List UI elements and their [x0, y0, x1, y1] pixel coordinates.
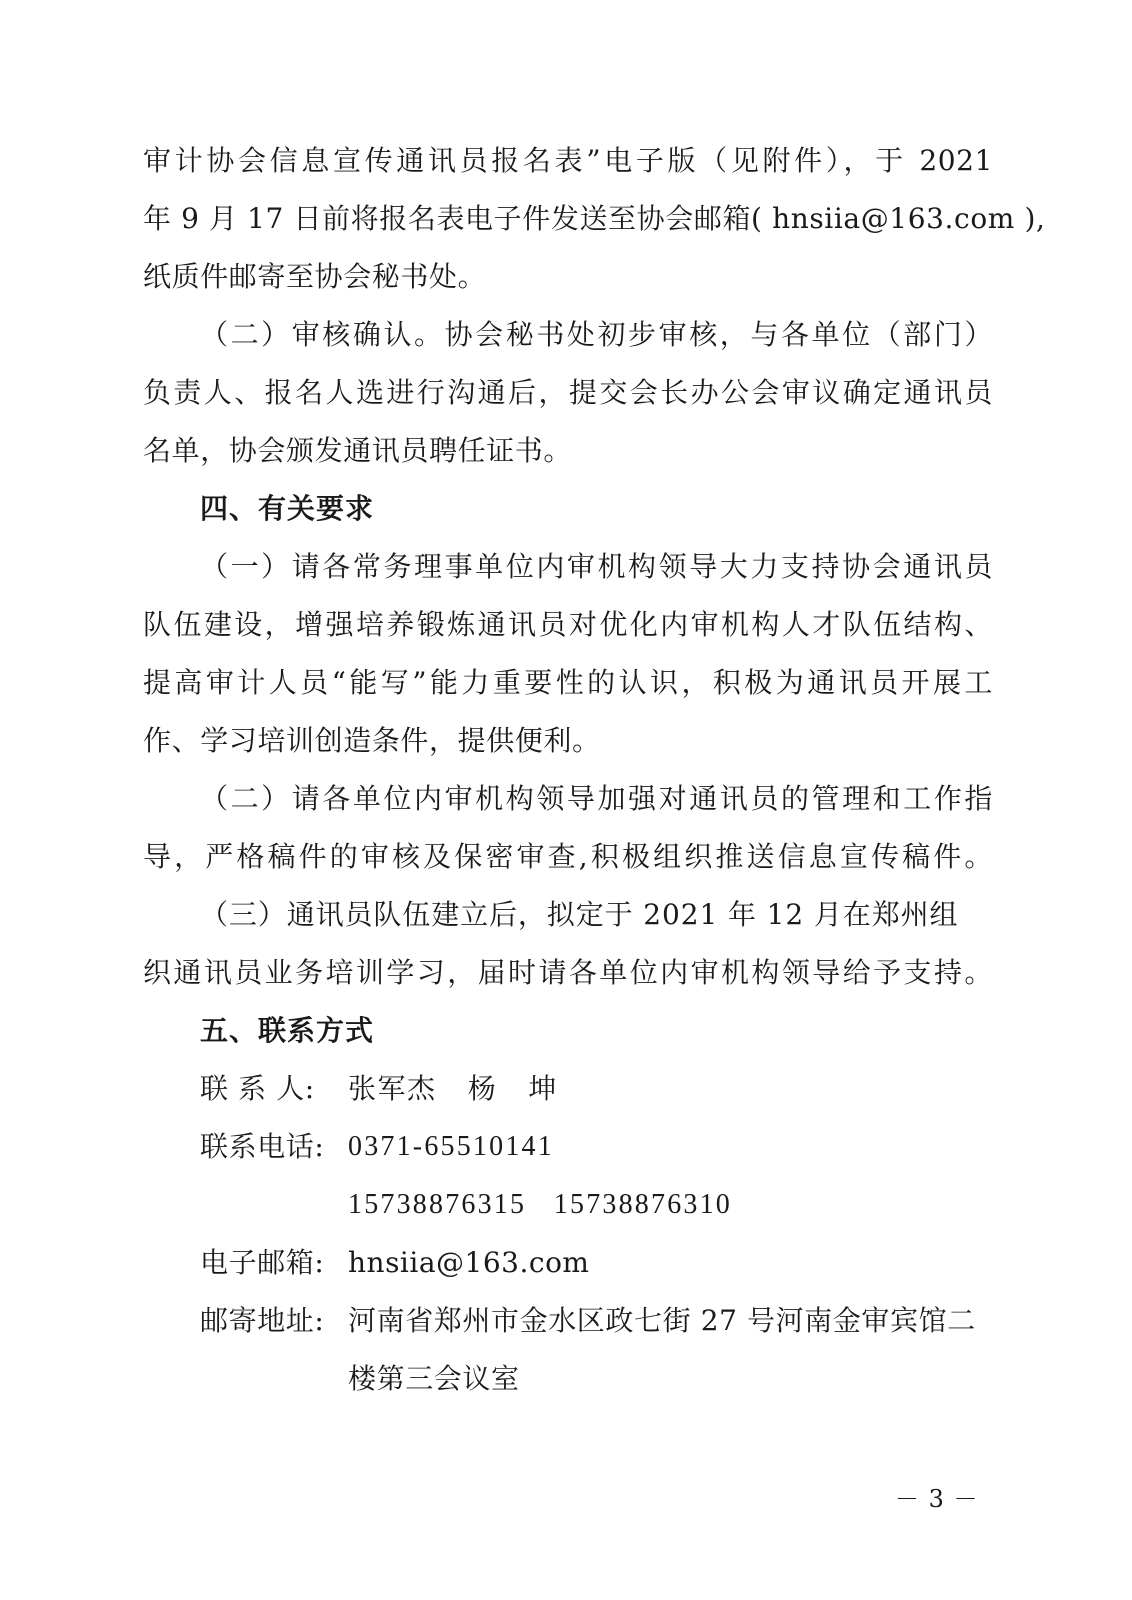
contact-phone-value: 0371-65510141: [348, 1131, 554, 1162]
page-number: － 3 －: [895, 1485, 979, 1513]
paragraph-line: （三）通讯员队伍建立后，拟定于 2021 年 12 月在郑州组: [200, 898, 959, 931]
contact-address-label: 邮寄地址:: [200, 1304, 325, 1337]
contact-phone-value: 15738876315 15738876310: [348, 1189, 732, 1220]
paragraph-line: 负责人、报名人选进行沟通后，提交会长办公会审议确定通讯员: [143, 376, 993, 409]
contact-email-label: 电子邮箱:: [200, 1246, 325, 1279]
contact-address-value: 河南省郑州市金水区政七街 27 号河南金审宾馆二: [348, 1304, 976, 1337]
paragraph-line: 审计协会信息宣传通讯员报名表”电子版（见附件），于 2021: [143, 144, 993, 177]
contact-phone-label: 联系电话:: [200, 1130, 325, 1163]
paragraph-line: 提高审计人员“能写”能力重要性的认识，积极为通讯员开展工: [143, 666, 993, 699]
paragraph-line: 纸质件邮寄至协会秘书处。: [143, 260, 487, 293]
paragraph-line: （一）请各常务理事单位内审机构领导大力支持协会通讯员: [200, 550, 993, 583]
section-heading: 四、有关要求: [200, 492, 375, 525]
paragraph-line: 年 9 月 17 日前将报名表电子件发送至协会邮箱( hnsiia@163.com ),: [143, 202, 1046, 235]
paragraph-line: 导，严格稿件的审核及保密审查,积极组织推送信息宣传稿件。: [143, 840, 993, 873]
paragraph-line: （二）请各单位内审机构领导加强对通讯员的管理和工作指: [200, 782, 993, 815]
contact-person-value: 张军杰 杨 坤: [348, 1072, 558, 1105]
contact-email-value: hnsiia@163.com: [348, 1246, 590, 1279]
paragraph-line: （二）审核确认。协会秘书处初步审核，与各单位（部门）: [200, 318, 993, 351]
paragraph-line: 队伍建设，增强培养锻炼通讯员对优化内审机构人才队伍结构、: [143, 608, 993, 641]
paragraph-line: 织通讯员业务培训学习，届时请各单位内审机构领导给予支持。: [143, 956, 993, 989]
section-heading: 五、联系方式: [200, 1014, 375, 1047]
paragraph-line: 作、学习培训创造条件，提供便利。: [143, 724, 601, 757]
contact-person-label: 联 系 人:: [200, 1072, 315, 1105]
paragraph-line: 名单，协会颁发通讯员聘任证书。: [143, 434, 573, 467]
contact-address-value: 楼第三会议室: [348, 1362, 520, 1395]
